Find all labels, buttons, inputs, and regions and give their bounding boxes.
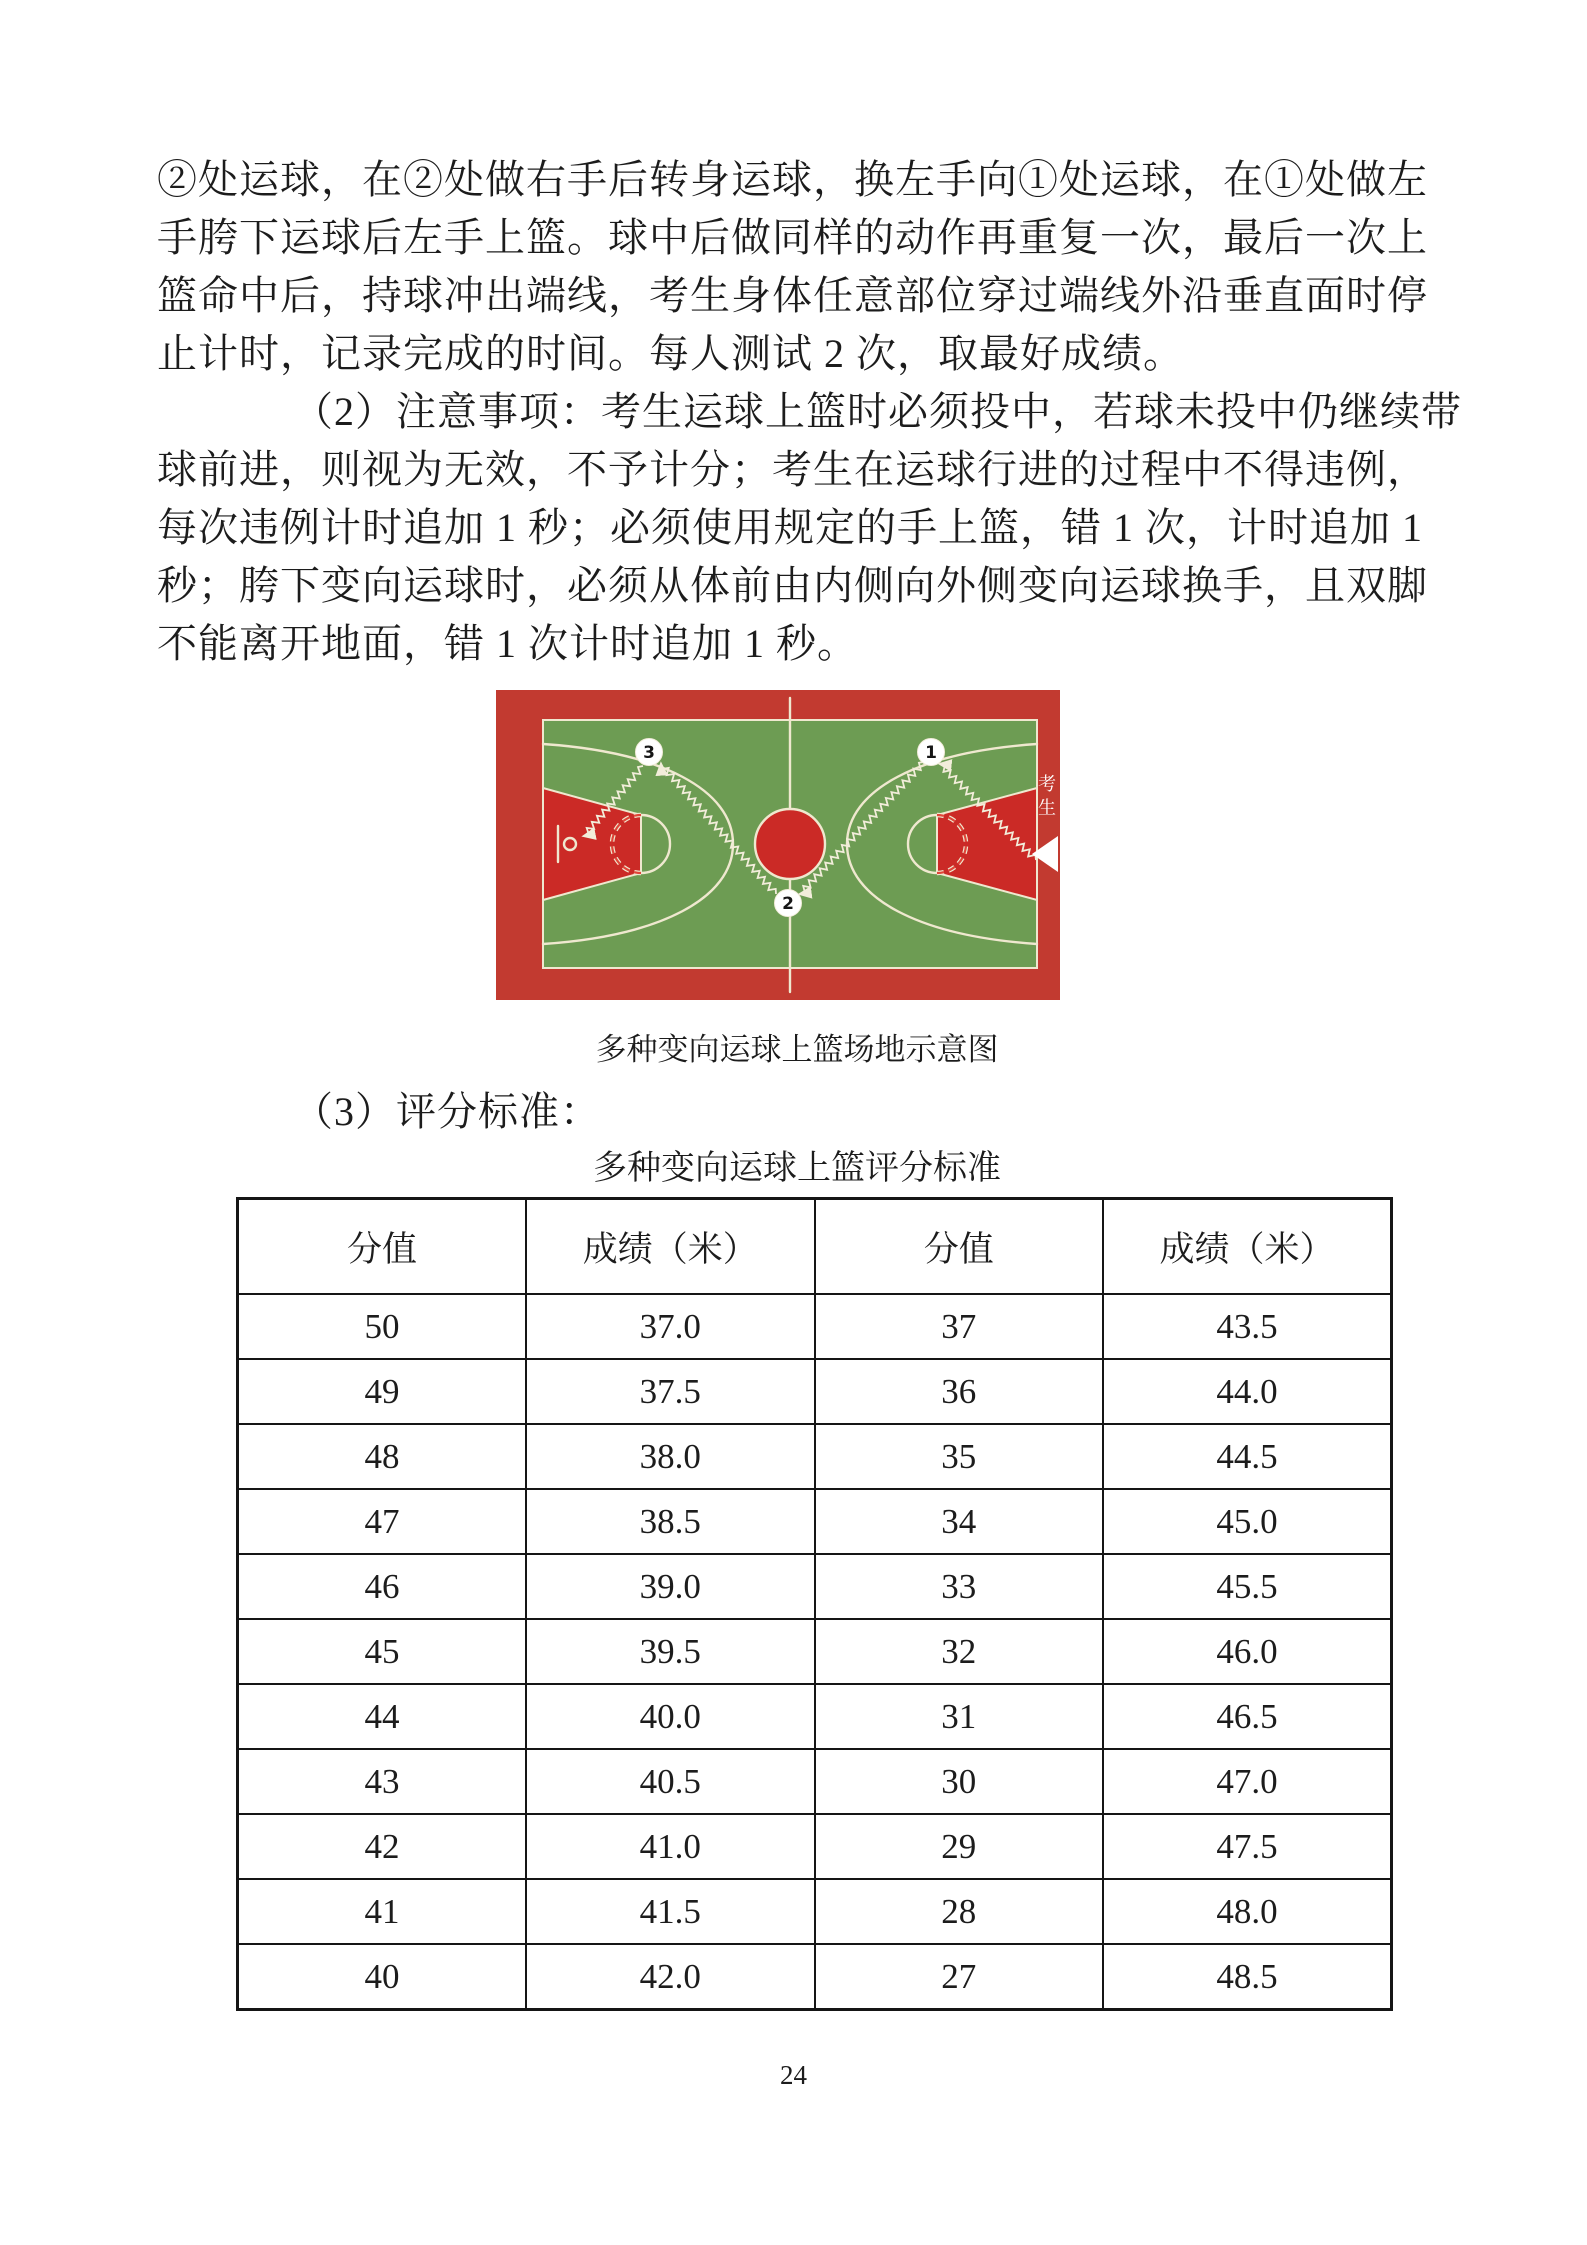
table-cell: 45: [238, 1619, 527, 1684]
svg-text:2: 2: [782, 894, 794, 914]
table-cell: 40: [238, 1944, 527, 2010]
table-row: [238, 1424, 1392, 1489]
body-text: [157, 151, 1462, 673]
basketball-court-diagram: [496, 690, 1060, 1000]
text-line: 球前进，则视为无效，不予计分；考生在运球行进的过程中不得违例，: [157, 447, 1428, 492]
table-cell: 32: [815, 1619, 1104, 1684]
text-line: 手胯下运球后左手上篮。球中后做同样的动作再重复一次，最后一次上: [157, 215, 1428, 260]
table-cell: 47.5: [1103, 1814, 1392, 1879]
table-cell: 46.5: [1103, 1684, 1392, 1749]
table-header-row: [238, 1199, 1392, 1295]
point-1-marker: [918, 739, 945, 766]
table-cell: 46: [238, 1554, 527, 1619]
table-cell: 41.5: [526, 1879, 815, 1944]
svg-text:3: 3: [643, 743, 655, 763]
table-cell: 48.0: [1103, 1879, 1392, 1944]
table-cell: 48: [238, 1424, 527, 1489]
score-table: [236, 1197, 1393, 2011]
page-number: 24: [780, 2060, 807, 2090]
table-cell: 43.5: [1103, 1294, 1392, 1359]
svg-text:1: 1: [925, 743, 937, 763]
text-line: 秒；胯下变向运球时，必须从体前由内侧向外侧变向运球换手，且双脚: [157, 563, 1428, 608]
table-cell: 45.5: [1103, 1554, 1392, 1619]
table-row: [238, 1554, 1392, 1619]
text-line: 不能离开地面，错 1 次计时追加 1 秒。: [157, 621, 858, 666]
table-cell: 39.5: [526, 1619, 815, 1684]
table-cell: 44: [238, 1684, 527, 1749]
point-2-marker: [775, 890, 802, 917]
table-cell: 30: [815, 1749, 1104, 1814]
section-heading: （3）评分标准：: [293, 1089, 601, 1134]
table-cell: 46.0: [1103, 1619, 1392, 1684]
table-cell: 37.5: [526, 1359, 815, 1424]
table-row: [238, 1814, 1392, 1879]
table-cell: 29: [815, 1814, 1104, 1879]
column-header: 成绩（米）: [1103, 1199, 1392, 1295]
table-cell: 31: [815, 1684, 1104, 1749]
table-cell: 36: [815, 1359, 1104, 1424]
table-cell: 38.5: [526, 1489, 815, 1554]
table-row: [238, 1749, 1392, 1814]
table-title: 多种变向运球上篮评分标准: [593, 1150, 1001, 1187]
column-header: 分值: [815, 1199, 1104, 1295]
table-cell: 39.0: [526, 1554, 815, 1619]
table-cell: 40.0: [526, 1684, 815, 1749]
examinee-label: 考生: [1036, 774, 1056, 822]
table-cell: 45.0: [1103, 1489, 1392, 1554]
table-row: [238, 1359, 1392, 1424]
text-line: ②处运球，在②处做右手后转身运球，换左手向①处运球，在①处做左: [157, 157, 1428, 202]
table-cell: 50: [238, 1294, 527, 1359]
table-cell: 35: [815, 1424, 1104, 1489]
paragraph-continuation: [157, 151, 1437, 383]
text-line: 止计时，记录完成的时间。每人测试 2 次，取最好成绩。: [157, 331, 1184, 376]
table-cell: 41: [238, 1879, 527, 1944]
table-row: [238, 1944, 1392, 2010]
table-cell: 37.0: [526, 1294, 815, 1359]
text-line: （2）注意事项：考生运球上篮时必须投中，若球未投中仍继续带: [293, 389, 1462, 434]
table-row: [238, 1879, 1392, 1944]
table-cell: 43: [238, 1749, 527, 1814]
center-circle: [755, 809, 825, 879]
table-cell: 28: [815, 1879, 1104, 1944]
table-cell: 42: [238, 1814, 527, 1879]
table-row: [238, 1489, 1392, 1554]
table-cell: 42.0: [526, 1944, 815, 2010]
table-cell: 49: [238, 1359, 527, 1424]
table-cell: 48.5: [1103, 1944, 1392, 2010]
paragraph-notes: [157, 383, 1462, 673]
column-header: 成绩（米）: [526, 1199, 815, 1295]
table-cell: 33: [815, 1554, 1104, 1619]
table-cell: 44.5: [1103, 1424, 1392, 1489]
table-cell: 40.5: [526, 1749, 815, 1814]
table-cell: 47: [238, 1489, 527, 1554]
table-row: [238, 1619, 1392, 1684]
table-row: [238, 1294, 1392, 1359]
table-cell: 27: [815, 1944, 1104, 2010]
column-header: 分值: [238, 1199, 527, 1295]
point-3-marker: [636, 739, 663, 766]
table-cell: 41.0: [526, 1814, 815, 1879]
table-row: [238, 1684, 1392, 1749]
text-line: 每次违例计时追加 1 秒；必须使用规定的手上篮，错 1 次，计时追加 1: [157, 505, 1423, 550]
table-cell: 37: [815, 1294, 1104, 1359]
figure-caption: 多种变向运球上篮场地示意图: [595, 1032, 999, 1067]
table-cell: 38.0: [526, 1424, 815, 1489]
table-cell: 47.0: [1103, 1749, 1392, 1814]
text-line: 篮命中后，持球冲出端线，考生身体任意部位穿过端线外沿垂直面时停: [157, 273, 1428, 318]
table-cell: 34: [815, 1489, 1104, 1554]
table-cell: 44.0: [1103, 1359, 1392, 1424]
court-diagram-figure: [496, 690, 1060, 1000]
